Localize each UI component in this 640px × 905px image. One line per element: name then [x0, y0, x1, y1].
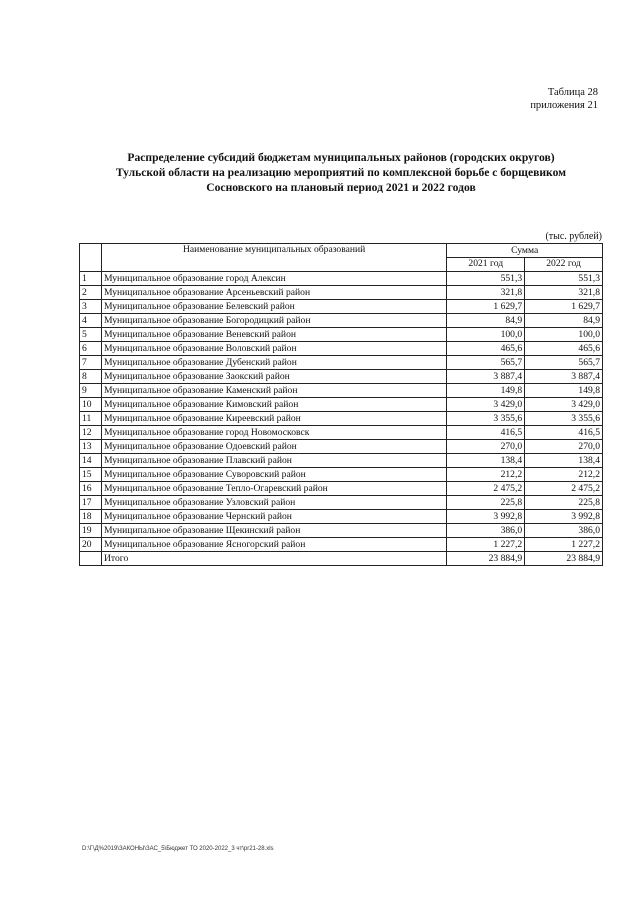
- amount-2021: 1 629,7: [447, 300, 525, 314]
- amount-2022: 149,8: [525, 384, 603, 398]
- header-year-2022: 2022 год: [525, 258, 603, 272]
- amount-2022: 2 475,2: [525, 482, 603, 496]
- amount-2022: 100,0: [525, 328, 603, 342]
- file-path-footer: D:\Г\Д%2019\ЗАКОНЫ\ЗАС_5\Бюджет ТО 2020-2022_3 чт\pr21-28.xls: [82, 846, 274, 852]
- total-label: Итого: [101, 552, 446, 566]
- municipality-name: Муниципальное образование Каменский район: [101, 384, 446, 398]
- municipality-name: Муниципальное образование Киреевский район: [101, 412, 446, 426]
- row-number: 12: [80, 426, 102, 440]
- amount-2021: 386,0: [447, 524, 525, 538]
- table-body: [80, 272, 603, 552]
- municipality-name: Муниципальное образование Суворовский район: [101, 468, 446, 482]
- municipality-name: Муниципальное образование Щекинский район: [101, 524, 446, 538]
- row-number: 20: [80, 538, 102, 552]
- amount-2021: 3 355,6: [447, 412, 525, 426]
- amount-2021: 100,0: [447, 328, 525, 342]
- table-row: [80, 314, 603, 328]
- amount-2021: 3 429,0: [447, 398, 525, 412]
- header-sum-cell: Сумма: [447, 244, 603, 258]
- municipality-name: Муниципальное образование Воловский район: [101, 342, 446, 356]
- total-row: [80, 552, 603, 566]
- municipality-name: Муниципальное образование город Алексин: [101, 272, 446, 286]
- amount-2021: 149,8: [447, 384, 525, 398]
- municipality-name: Муниципальное образование Одоевский район: [101, 440, 446, 454]
- document-title: [70, 150, 612, 195]
- amount-2022: 1 629,7: [525, 300, 603, 314]
- amount-2021: 138,4: [447, 454, 525, 468]
- subsidy-table: [79, 243, 603, 566]
- title-line-3: Сосновского на плановый период 2021 и 2022 годов: [206, 181, 476, 194]
- amount-2022: 551,3: [525, 272, 603, 286]
- row-number: 10: [80, 398, 102, 412]
- amount-2022: 565,7: [525, 356, 603, 370]
- amount-2021: 551,3: [447, 272, 525, 286]
- amount-2022: 138,4: [525, 454, 603, 468]
- municipality-name: Муниципальное образование Богородицкий район: [101, 314, 446, 328]
- amount-2021: 3 887,4: [447, 370, 525, 384]
- header-year-2021: 2021 год: [447, 258, 525, 272]
- table-row: [80, 538, 603, 552]
- amount-2021: 2 475,2: [447, 482, 525, 496]
- row-number: 1: [80, 272, 102, 286]
- municipality-name: Муниципальное образование Белевский район: [101, 300, 446, 314]
- row-number: 19: [80, 524, 102, 538]
- table-row: [80, 468, 603, 482]
- row-number: 7: [80, 356, 102, 370]
- row-number: 17: [80, 496, 102, 510]
- municipality-name: Муниципальное образование Арсеньевский район: [101, 286, 446, 300]
- amount-2022: 3 992,8: [525, 510, 603, 524]
- municipality-name: Муниципальное образование город Новомосковск: [101, 426, 446, 440]
- amount-2022: 3 887,4: [525, 370, 603, 384]
- table-header: [80, 244, 603, 272]
- header-number-cell: [80, 244, 102, 272]
- table-row: [80, 412, 603, 426]
- amount-2021: 321,8: [447, 286, 525, 300]
- table-row: [80, 454, 603, 468]
- municipality-name: Муниципальное образование Заокский район: [101, 370, 446, 384]
- amount-2022: 386,0: [525, 524, 603, 538]
- table-row: [80, 272, 603, 286]
- row-number: 3: [80, 300, 102, 314]
- municipality-name: Муниципальное образование Дубенский район: [101, 356, 446, 370]
- municipality-name: Муниципальное образование Плавский район: [101, 454, 446, 468]
- table-row: [80, 426, 603, 440]
- amount-2021: 84,9: [447, 314, 525, 328]
- row-number: 9: [80, 384, 102, 398]
- table-row: [80, 510, 603, 524]
- total-2021: 23 884,9: [447, 552, 525, 566]
- table-row: [80, 440, 603, 454]
- municipality-name: Муниципальное образование Ясногорский район: [101, 538, 446, 552]
- table-row: [80, 342, 603, 356]
- table-row: [80, 328, 603, 342]
- amount-2021: 3 992,8: [447, 510, 525, 524]
- municipality-name: Муниципальное образование Кимовский район: [101, 398, 446, 412]
- table-row: [80, 384, 603, 398]
- table-row: [80, 398, 603, 412]
- row-number: 2: [80, 286, 102, 300]
- municipality-name: Муниципальное образование Узловский район: [101, 496, 446, 510]
- amount-2022: 84,9: [525, 314, 603, 328]
- amount-2022: 212,2: [525, 468, 603, 482]
- unit-note: (тыс. рублей): [545, 231, 602, 242]
- municipality-name: Муниципальное образование Тепло-Огаревский район: [101, 482, 446, 496]
- amount-2022: 270,0: [525, 440, 603, 454]
- amount-2022: 225,8: [525, 496, 603, 510]
- row-number: 13: [80, 440, 102, 454]
- amount-2021: 225,8: [447, 496, 525, 510]
- amount-2021: 565,7: [447, 356, 525, 370]
- amount-2021: 1 227,2: [447, 538, 525, 552]
- row-number: 11: [80, 412, 102, 426]
- table-row: [80, 524, 603, 538]
- table-row: [80, 370, 603, 384]
- title-line-2: Тульской области на реализацию мероприятий по комплексной борьбе с борщевиком: [115, 166, 567, 179]
- row-number: 18: [80, 510, 102, 524]
- table-reference: [530, 86, 598, 112]
- title-line-1: Распределение субсидий бюджетам муниципальных районов (городских округов): [127, 151, 555, 164]
- total-2022: 23 884,9: [525, 552, 603, 566]
- amount-2021: 270,0: [447, 440, 525, 454]
- municipality-name: Муниципальное образование Веневский район: [101, 328, 446, 342]
- amount-2022: 465,6: [525, 342, 603, 356]
- row-number: 16: [80, 482, 102, 496]
- row-number: 14: [80, 454, 102, 468]
- amount-2022: 416,5: [525, 426, 603, 440]
- amount-2022: 321,8: [525, 286, 603, 300]
- row-number: 15: [80, 468, 102, 482]
- amount-2021: 465,6: [447, 342, 525, 356]
- table-row: [80, 482, 603, 496]
- row-number: 4: [80, 314, 102, 328]
- table-number-label: Таблица 28: [547, 87, 598, 98]
- municipality-name: Муниципальное образование Чернский район: [101, 510, 446, 524]
- total-number-cell: [80, 552, 102, 566]
- amount-2022: 1 227,2: [525, 538, 603, 552]
- table-footer: [80, 552, 603, 566]
- row-number: 8: [80, 370, 102, 384]
- table-row: [80, 300, 603, 314]
- header-name-cell: Наименование муниципальных образований: [101, 244, 446, 272]
- table-row: [80, 356, 603, 370]
- amount-2021: 416,5: [447, 426, 525, 440]
- amount-2022: 3 355,6: [525, 412, 603, 426]
- table-row: [80, 496, 603, 510]
- amount-2021: 212,2: [447, 468, 525, 482]
- appendix-label: приложения 21: [530, 100, 598, 111]
- row-number: 6: [80, 342, 102, 356]
- table-row: [80, 286, 603, 300]
- amount-2022: 3 429,0: [525, 398, 603, 412]
- row-number: 5: [80, 328, 102, 342]
